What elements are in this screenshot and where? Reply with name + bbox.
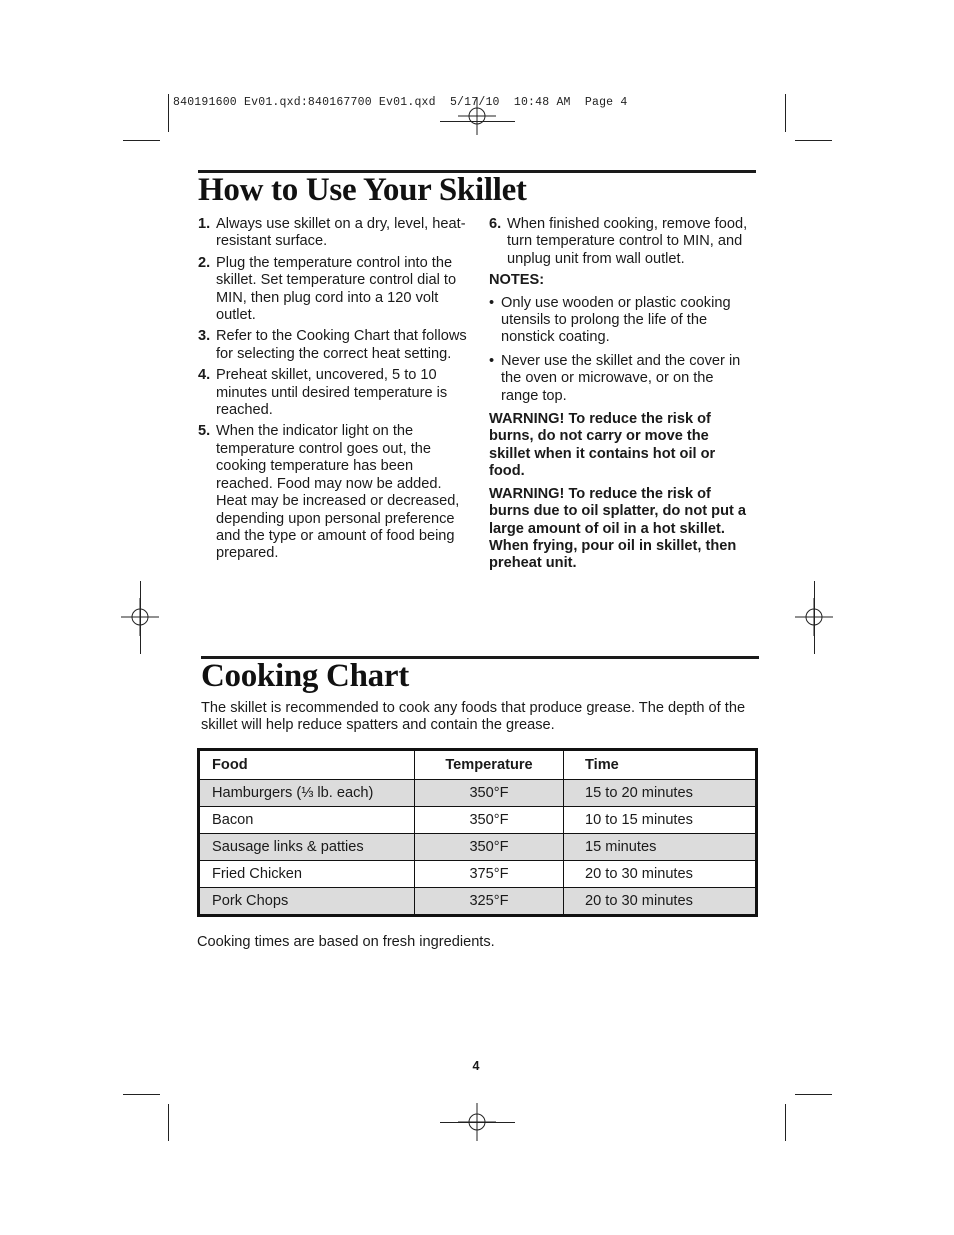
temperature-cell: 375°F xyxy=(415,861,564,888)
food-cell: Bacon xyxy=(199,807,415,834)
cooking-chart-intro: The skillet is recommended to cook any foods that produce grease. The depth of the skillet will help reduce spatters and contain the grease. xyxy=(201,700,746,734)
registration-line xyxy=(140,581,141,654)
time-cell: 20 to 30 minutes xyxy=(564,861,757,888)
list-item: 6. When finished cooking, remove food, turn temperature control to MIN, and unplug unit from wall outlet. xyxy=(489,216,748,267)
time-cell: 10 to 15 minutes xyxy=(564,807,757,834)
bullet-icon: • xyxy=(489,352,495,369)
column-header: Time xyxy=(564,750,757,780)
table-row xyxy=(199,888,757,916)
crop-mark xyxy=(795,1094,832,1095)
page-number: 4 xyxy=(472,1059,480,1073)
crop-mark xyxy=(168,94,169,132)
registration-line xyxy=(814,581,815,654)
list-item: 5. When the indicator light on the temperature control goes out, the cooking temperature has been reached. Food may now be added. Heat may be increased or decreased, depending upon personal preference and the type or amount of food being prepared. xyxy=(198,423,460,562)
list-item: 4. Preheat skillet, uncovered, 5 to 10 minutes until desired temperature is reached. xyxy=(198,367,448,419)
table-header-row xyxy=(199,750,757,780)
step-text: Refer to the Cooking Chart that follows for selecting the correct heat setting. xyxy=(216,328,467,362)
crop-mark xyxy=(785,94,786,132)
step-text: When the indicator light on the temperature control goes out, the cooking temperature has been reached. Food may now be added. Heat may be increased or decreased, depending upon personal preference and the type or amount of food being prepared. xyxy=(216,423,460,562)
steps-column-left xyxy=(198,216,470,567)
list-item: 1. Always use skillet on a dry, level, heat-resistant surface. xyxy=(198,216,466,250)
cooking-chart-title: Cooking Chart xyxy=(201,658,409,694)
food-cell: Pork Chops xyxy=(199,888,415,916)
registration-line xyxy=(440,121,515,122)
temperature-cell: 325°F xyxy=(415,888,564,916)
note-text: Only use wooden or plastic cooking utensils to prolong the life of the nonstick coating. xyxy=(501,294,731,346)
registration-line xyxy=(440,1122,515,1123)
cooking-chart-table xyxy=(197,748,758,917)
step-text: Always use skillet on a dry, level, heat-resistant surface. xyxy=(216,216,466,250)
steps-column-right xyxy=(489,216,754,578)
table-row xyxy=(199,807,757,834)
list-item: 3. Refer to the Cooking Chart that follows for selecting the correct heat setting. xyxy=(198,328,467,362)
crop-mark xyxy=(123,140,160,141)
print-slug: 840191600 Ev01.qxd:840167700 Ev01.qxd 5/17/10 10:48 AM Page 4 xyxy=(173,96,628,109)
step-text: Plug the temperature control into the skillet. Set temperature control dial to MIN, then plug cord into a 120 volt outlet. xyxy=(216,254,457,324)
note-text: Never use the skillet and the cover in the oven or microwave, or on the range top. xyxy=(501,352,741,404)
crop-mark xyxy=(785,1104,786,1141)
time-cell: 20 to 30 minutes xyxy=(564,888,757,916)
crop-mark xyxy=(123,1094,160,1095)
column-header: Temperature xyxy=(415,750,564,780)
how-to-title: How to Use Your Skillet xyxy=(198,172,527,208)
table-row xyxy=(199,861,757,888)
temperature-cell: 350°F xyxy=(415,807,564,834)
crop-mark xyxy=(795,140,832,141)
temperature-cell: 350°F xyxy=(415,834,564,861)
food-cell: Fried Chicken xyxy=(199,861,415,888)
crop-mark xyxy=(168,1104,169,1141)
table-row xyxy=(199,834,757,861)
list-item xyxy=(489,295,754,347)
chart-footnote: Cooking times are based on fresh ingredients. xyxy=(197,934,495,950)
time-cell: 15 to 20 minutes xyxy=(564,780,757,807)
step-text: When finished cooking, remove food, turn temperature control to MIN, and unplug unit from wall outlet. xyxy=(507,216,748,267)
bullet-icon: • xyxy=(489,294,495,311)
warning-text: WARNING! To reduce the risk of burns due to oil splatter, do not put a large amount of oil in a hot skillet. When frying, pour oil in skillet, then preheat unit. xyxy=(489,485,747,572)
registration-mark-icon xyxy=(458,97,496,135)
temperature-cell: 350°F xyxy=(415,780,564,807)
column-header: Food xyxy=(199,750,415,780)
time-cell: 15 minutes xyxy=(564,834,757,861)
list-item xyxy=(489,353,754,405)
list-item: 2. Plug the temperature control into the skillet. Set temperature control dial to MIN, then plug cord into a 120 volt outlet. xyxy=(198,254,457,324)
notes-heading: NOTES: xyxy=(489,272,545,289)
food-cell: Hamburgers (⅓ lb. each) xyxy=(199,780,415,807)
step-text: Preheat skillet, uncovered, 5 to 10 minutes until desired temperature is reached. xyxy=(216,367,448,419)
food-cell: Sausage links & patties xyxy=(199,834,415,861)
warning-text: WARNING! To reduce the risk of burns, do not carry or move the skillet when it contains hot oil or food. xyxy=(489,411,716,480)
table-row xyxy=(199,780,757,807)
